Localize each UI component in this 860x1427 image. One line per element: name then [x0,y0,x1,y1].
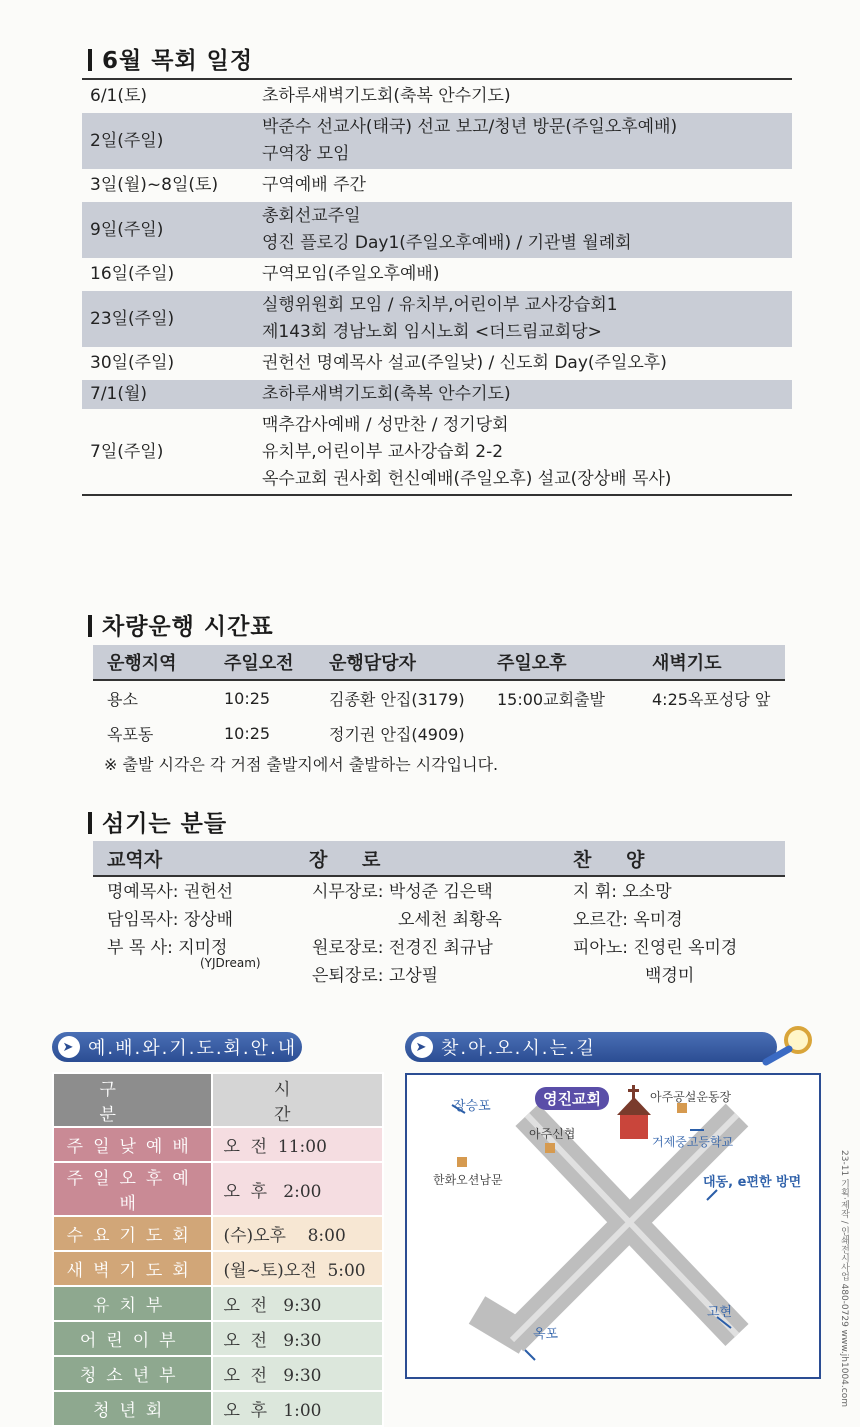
praise-entry: 오르간: 옥미경 [573,910,683,930]
side-print-info: 23-11 기획·제작 / 인쇄전시사업 480-0729 www.jh1004.com [839,1150,849,1407]
schedule-date: 7/1(월) [90,384,148,404]
car-title: 차량운행 시간표 [88,608,274,641]
pastor-entry: 부 목 사: 지미정 [107,938,228,958]
worship-time: (수)오후 8:00 [212,1216,383,1251]
magnifier-icon [760,1022,820,1066]
praise-list [573,878,737,990]
schedule-event: 초하루새벽기도회(축복 안수기도) [262,384,511,404]
car-cell: 10:25 [224,689,271,708]
worship-name: 청소년부 [53,1356,212,1391]
schedule-row [82,80,792,111]
map-label: 옥포 [533,1327,559,1342]
worship-name: 수요기도회 [53,1216,212,1251]
elder-entry: 은퇴장로: 고상필 [312,966,439,986]
schedule-events [262,349,792,378]
car-cell: 4:25옥포성당 앞 [652,690,771,709]
schedule-event: 옥수교회 권사회 헌신예배(주일오후) 설교(장상배 목사) [262,469,672,489]
schedule-event: 박준수 선교사(태국) 선교 보고/청년 방문(주일오후예배) [262,117,678,137]
worship-name: 어린이부 [53,1321,212,1356]
schedule-date: 2일(주일) [90,130,164,151]
schedule-table [82,78,792,496]
worship-name: 주일오후예배 [53,1162,212,1216]
schedule-events [262,113,792,169]
praise-entry: 백경미 [645,966,695,986]
praise-entry: 피아노: 진영린 옥미경 [573,938,738,958]
schedule-events [262,291,792,347]
schedule-date: 16일(주일) [90,264,175,284]
elder-entry: 시무장로: 박성준 김은택 [312,882,493,902]
worship-time: 오 전 9:30 [212,1321,383,1356]
car-note: ※ 출발 시각은 각 거점 출발지에서 출발하는 시각입니다. [104,755,499,774]
worship-row [53,1127,383,1162]
map-label: 거제중고등학교 [652,1135,734,1149]
schedule-event: 권헌선 명예목사 설교(주일낮) / 신도회 Day(주일오후) [262,353,667,373]
worship-row [53,1356,383,1391]
schedule-event: 초하루새벽기도회(축복 안수기도) [262,86,511,106]
worship-time: 오 전 11:00 [212,1127,383,1162]
worship-row [53,1321,383,1356]
servants-header-cell: 장 로 [309,849,395,871]
worship-title [52,1032,302,1062]
car-cell: 옥포동 [107,725,154,744]
pastor-sub: (YJDream) [200,956,261,970]
schedule-event: 구역예배 주간 [262,175,366,195]
pastor-entry: 명예목사: 권헌선 [107,882,234,902]
worship-name: 유치부 [53,1286,212,1321]
servants-header-cell: 찬 양 [573,849,659,871]
car-header-cell: 운행지역 [107,653,177,674]
worship-header-cell: 시 간 [212,1073,383,1127]
schedule-events [262,202,792,258]
schedule-event: 총회선교주일 [262,206,361,226]
elder-entry: 원로장로: 전경진 최규남 [312,938,493,958]
church-label: 영진교회 [535,1087,609,1110]
schedule-events [262,171,792,200]
elder-entry: 오세천 최황옥 [398,910,502,930]
schedule-row [82,200,792,258]
worship-time: 오 전 9:30 [212,1356,383,1391]
car-header [93,645,785,681]
servants-header-cell: 교역자 [107,849,163,871]
schedule-events [262,82,792,111]
car-cell: 15:00교회출발 [497,690,605,709]
map-label: 대동, e편한 방면 [703,1175,802,1190]
map-label: 고현 [707,1305,733,1320]
worship-time: 오 전 9:30 [212,1286,383,1321]
schedule-event: 제143회 경남노회 임시노회 <더드림교회당> [262,322,602,342]
worship-header-cell: 구 분 [53,1073,212,1127]
schedule-row [82,111,792,169]
schedule-date: 7일(주일) [90,442,164,462]
car-cell: 10:25 [224,724,271,743]
servants-header [93,841,785,877]
schedule-row [82,289,792,347]
directions-title-text: 찾.아.오.시.는.길 [441,1038,596,1059]
schedule-date: 3일(월)~8일(토) [90,175,219,195]
schedule-event: 구역장 모임 [262,144,350,164]
schedule-event: 유치부,어린이부 교사강습회 2-2 [262,442,504,462]
directions-map [405,1073,821,1379]
car-table [93,645,785,751]
worship-title-text: 예.배.와.기.도.회.안.내 [88,1038,298,1059]
car-cell: 김종환 안집(3179) [329,690,465,709]
schedule-event: 영진 플로깅 Day1(주일오후예배) / 기관별 월례회 [262,233,632,253]
worship-row [53,1286,383,1321]
schedule-row [82,258,792,289]
pastor-entry: 담임목사: 장상배 [107,910,234,930]
schedule-events [262,260,792,289]
worship-row [53,1216,383,1251]
schedule-row [82,409,792,494]
pastors-list [107,878,233,962]
schedule-title: 6월 목회 일정 [88,42,253,75]
worship-name: 주일낮예배 [53,1127,212,1162]
car-header-cell: 주일오전 [224,653,294,674]
car-header-cell: 운행담당자 [329,653,416,674]
schedule-events [262,411,792,494]
map-label: 한화오션남문 [433,1173,503,1187]
directions-title [405,1032,777,1062]
schedule-date: 30일(주일) [90,353,175,373]
schedule-event: 맥추감사예배 / 성만찬 / 정기당회 [262,415,509,435]
car-row [93,716,785,751]
schedule-events [262,380,792,409]
schedule-row [82,378,792,409]
elders-list [312,878,502,990]
schedule-date: 6/1(토) [90,86,148,106]
worship-time: (월~토)오전 5:00 [212,1251,383,1286]
car-cell: 용소 [107,690,138,709]
dove-icon: ➤ [58,1036,80,1058]
schedule-date: 9일(주일) [90,219,164,240]
worship-header-row [53,1073,383,1127]
car-header-cell: 새벽기도 [652,653,722,674]
map-label: 아주신협 [529,1127,576,1141]
schedule-row [82,169,792,200]
map-label: 장승포 [453,1099,491,1114]
road-map [407,1075,819,1377]
worship-name: 새벽기도회 [53,1251,212,1286]
schedule-event: 실행위원회 모임 / 유치부,어린이부 교사강습회1 [262,295,618,315]
praise-entry: 지 휘: 오소망 [573,882,672,902]
schedule-row [82,347,792,378]
car-header-cell: 주일오후 [497,653,567,674]
worship-name: 청년회 [53,1391,212,1426]
worship-time: 오 후 1:00 [212,1391,383,1426]
schedule-event: 구역모임(주일오후예배) [262,264,440,284]
servants-title: 섬기는 분들 [88,805,227,838]
worship-table [52,1072,384,1427]
worship-time: 오 후 2:00 [212,1162,383,1216]
worship-row [53,1251,383,1286]
car-cell: 정기권 안집(4909) [329,725,465,744]
schedule-date: 23일(주일) [90,308,175,329]
worship-row [53,1162,383,1216]
dove-icon: ➤ [411,1036,433,1058]
map-label: 아주공설운동장 [650,1090,732,1104]
car-row [93,681,785,716]
